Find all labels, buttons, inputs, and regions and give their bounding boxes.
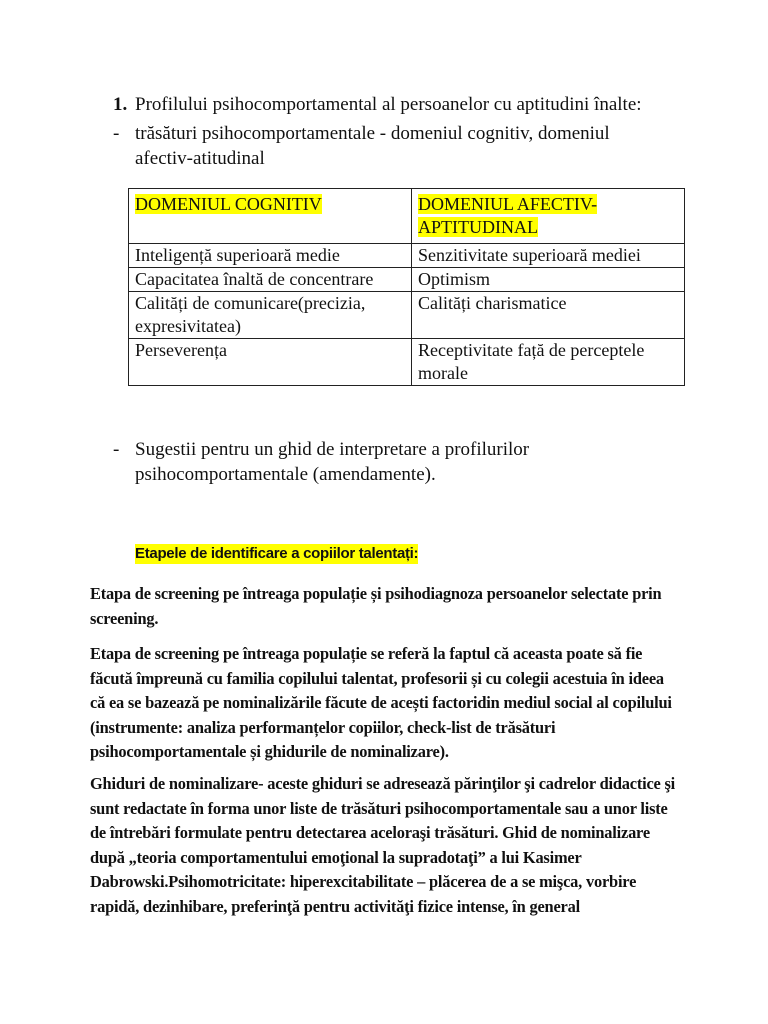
section-title: Etapele de identificare a copiilor talentați: — [135, 545, 419, 562]
bullet-dash: - — [113, 439, 120, 460]
bullet-dash: - — [113, 123, 120, 144]
bullet-item — [113, 437, 665, 487]
bullet-text: trăsături psihocomportamentale - domeniul cognitiv, domeniul afectiv-atitudinal — [135, 123, 610, 169]
bullet-item — [113, 121, 665, 171]
paragraph: Etapa de screening pe întreaga populație se referă la faptul că aceasta poate să fie făcută împreună cu familia copilului talentat, profesorii și cu colegii acestuia în ideea că ea se bazează pe nominalizările făcute de acești factoridin mediul social al copilului (instrumente: analiza performanțelor copiilor, check-list de trăsături psihocomportamentale și ghidurile de nominalizare). — [90, 644, 672, 761]
table-cell: Senzitivitate superioară mediei — [412, 244, 685, 268]
table-cell: Calități charismatice — [412, 292, 685, 339]
table-cell: Optimism — [412, 268, 685, 292]
table-cell: Capacitatea înaltă de concentrare — [129, 268, 412, 292]
table-cell: Perseverența — [129, 339, 412, 386]
table-row — [129, 268, 685, 292]
header-cognitive-label: DOMENIUL COGNITIV — [135, 194, 322, 214]
table-header-row — [129, 189, 685, 244]
table-row — [129, 244, 685, 268]
table-cell: Receptivitate față de perceptele morale — [412, 339, 685, 386]
table-cell: Calități de comunicare(precizia, expresivitatea) — [129, 292, 412, 339]
table-cell: Inteligență superioară medie — [129, 244, 412, 268]
domains-table — [128, 188, 685, 386]
table-header-affective — [412, 189, 685, 244]
table-row — [129, 339, 685, 386]
numbered-heading — [113, 93, 642, 117]
heading-text: Profilului psihocomportamental al persoanelor cu aptitudini înalte: — [135, 94, 642, 115]
heading-number: 1. — [113, 94, 128, 115]
paragraph: Ghiduri de nominalizare- aceste ghiduri se adresează părinţilor şi cadrelor didactice şi sunt redactate în forma unor liste de trăsături psihocomportamentale sau a unor liste de întrebări formulate pentru detectarea aceloraşi trăsături. Ghid de nominalizare după „teoria comportamentului emoţional la supradotaţi” a lui Kasimer Dabrowski.Psihomotricitate: hiperexcitabilitate – plăcerea de a se mişca, vorbire rapidă, dezinhibare, preferinţă pentru activităţi fizice intense, în general — [90, 774, 676, 916]
header-affective-label: DOMENIUL AFECTIV-APTITUDINAL — [418, 194, 598, 237]
table-row — [129, 292, 685, 339]
bullet-text: Sugestii pentru un ghid de interpretare a profilurilor psihocomportamentale (amendamente). — [135, 439, 530, 485]
table-header-cognitive — [129, 189, 412, 244]
paragraph: Etapa de screening pe întreaga populație și psihodiagnoza persoanelor selectate prin screening. — [90, 584, 662, 628]
